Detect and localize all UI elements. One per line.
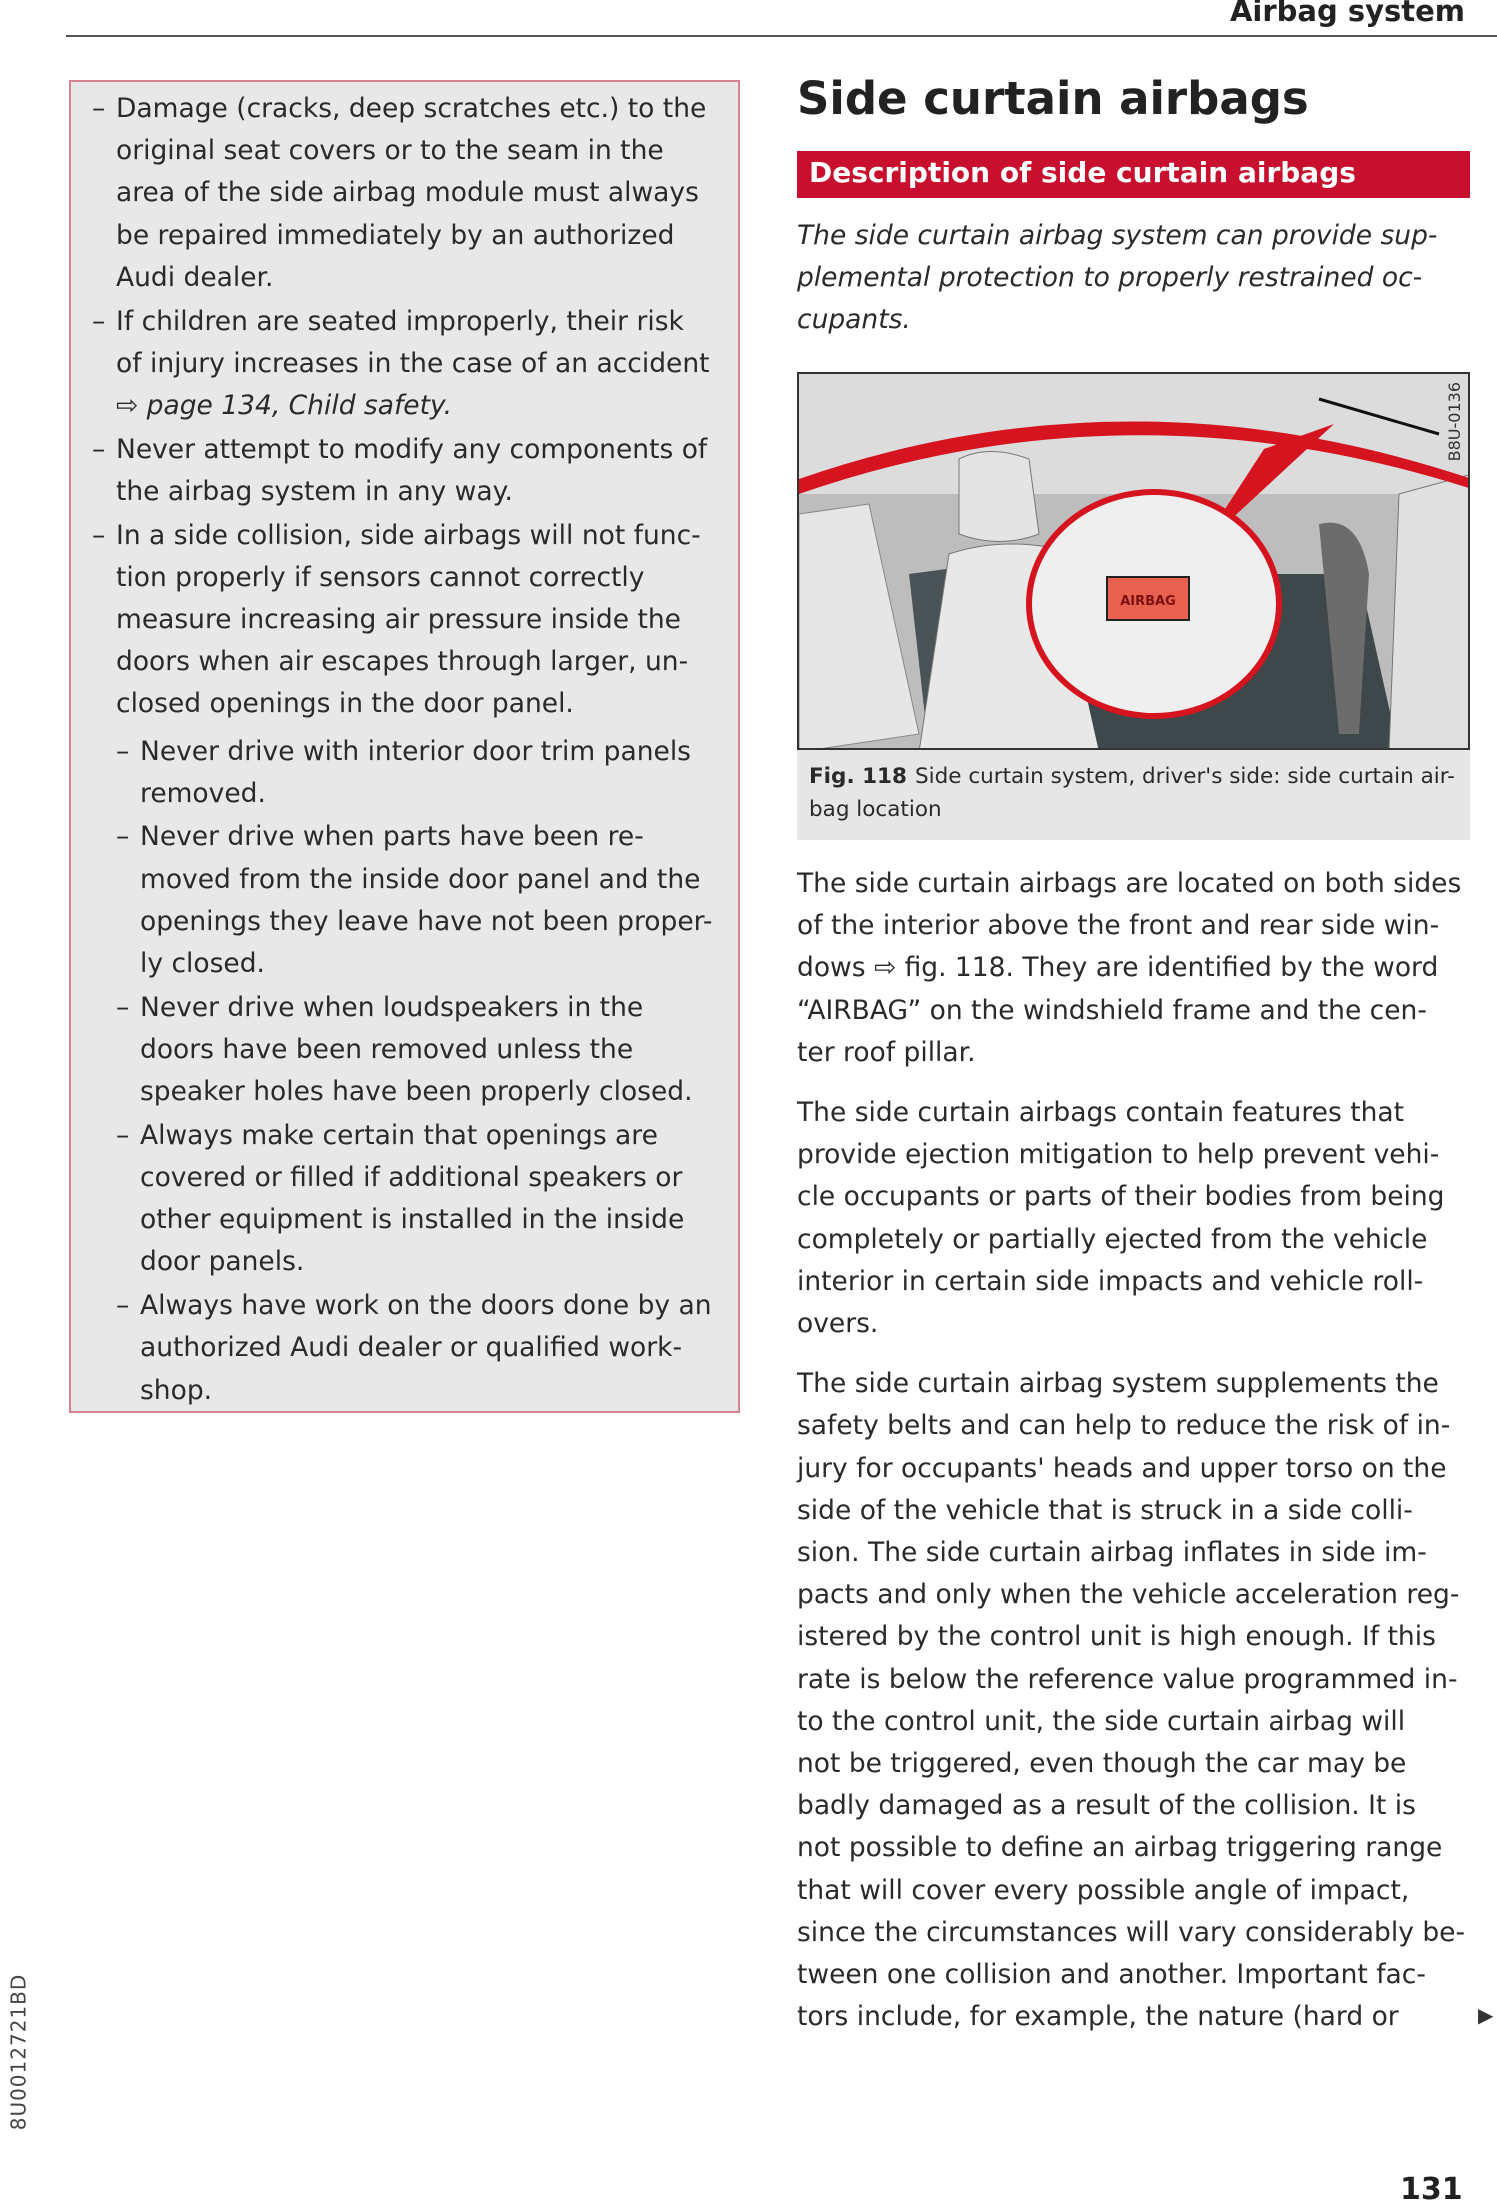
body-line: not be triggered, even though the car may be (797, 1748, 1407, 1780)
warning-line: In a side collision, side airbags will not func- (116, 519, 701, 551)
body-line: The side curtain airbags are located on both sides (797, 868, 1462, 899)
figure-image (797, 372, 1470, 750)
warning-line: covered or filled if additional speakers or (140, 1162, 683, 1194)
warning-line: original seat covers or to the seam in the (116, 135, 664, 167)
body-line: The side curtain airbag system supplements the (797, 1368, 1439, 1400)
warning-item (71, 987, 738, 1114)
warning-line: moved from the inside door panel and the (140, 863, 701, 895)
body-line: tween one collision and another. Important fac- (797, 1959, 1426, 1991)
caption-line: Side curtain system, driver's side: side curtain air- (914, 764, 1455, 789)
section-title: Airbag system (1229, 0, 1465, 28)
caption-line: bag location (809, 797, 942, 822)
document-code: 8U0012721BD (6, 1973, 31, 2131)
warning-list (71, 88, 738, 1413)
warning-line: If children are seated improperly, their risk (116, 305, 684, 337)
body-line: pacts and only when the vehicle acceleration reg- (797, 1579, 1460, 1611)
bullet-dash: – (116, 735, 130, 767)
warning-line: authorized Audi dealer or qualified work- (140, 1332, 683, 1364)
subheading-bar (797, 151, 1470, 198)
bullet-dash: – (92, 433, 106, 465)
body-line: badly damaged as a result of the collision. It is (797, 1790, 1416, 1822)
body-line: that will cover every possible angle of impact, (797, 1874, 1410, 1906)
body-line: of the interior above the front and rear side win- (797, 910, 1440, 942)
warning-line: tion properly if sensors cannot correctly (116, 561, 645, 593)
figure-label: Fig. 118 (809, 764, 907, 789)
warning-item (71, 1115, 738, 1284)
page-reference-link[interactable]: ⇨ page 134, Child safety. (116, 389, 453, 421)
warning-line: Audi dealer. (116, 261, 274, 293)
body-line: interior in certain side impacts and vehicle roll- (797, 1265, 1424, 1297)
warning-line: area of the side airbag module must always (116, 177, 699, 209)
warning-line: Never drive when parts have been re- (140, 821, 644, 853)
header-rule (66, 35, 1497, 37)
body-paragraph (797, 863, 1465, 1074)
body-line: cle occupants or parts of their bodies from being (797, 1181, 1445, 1213)
warning-line: doors have been removed unless the (140, 1033, 634, 1065)
warning-line: Always have work on the doors done by an (140, 1290, 712, 1322)
subheading: Description of side curtain airbags (809, 156, 1356, 189)
warning-line: of injury increases in the case of an accident (116, 347, 710, 379)
body-line: ter roof pillar. (797, 1036, 976, 1068)
bullet-dash: – (116, 1290, 130, 1322)
continue-arrow-icon: ▶ (1478, 2003, 1494, 2027)
warning-line: door panels. (140, 1246, 305, 1278)
body-line: “AIRBAG” on the windshield frame and the cen- (797, 994, 1427, 1026)
warning-item (71, 301, 738, 428)
warning-line: Never attempt to modify any components of (116, 433, 708, 465)
intro-line: The side curtain airbag system can provide sup- (797, 220, 1438, 251)
figure-code: B8U-0136 (1445, 382, 1464, 462)
warning-line: doors when air escapes through larger, un- (116, 646, 689, 678)
body-line: tors include, for example, the nature (hard or (797, 2001, 1399, 2033)
warning-line: measure increasing air pressure inside the (116, 603, 681, 635)
body-line: istered by the control unit is high enough. If this (797, 1621, 1436, 1653)
page-number: 131 (1400, 2172, 1463, 2207)
bullet-dash: – (92, 519, 106, 551)
figure-caption (797, 750, 1470, 840)
body-line: sion. The side curtain airbag inflates in side im- (797, 1537, 1427, 1569)
warning-item (71, 731, 738, 815)
warning-item (71, 88, 738, 299)
warning-line: Never drive with interior door trim panels (140, 735, 691, 767)
warning-line: other equipment is installed in the inside (140, 1204, 685, 1236)
airbag-label: AIRBAG (1120, 594, 1176, 609)
intro-text (797, 215, 1437, 342)
warning-item (71, 515, 738, 726)
bullet-dash: – (116, 821, 130, 853)
warning-line: speaker holes have been properly closed. (140, 1076, 693, 1108)
warning-item (71, 816, 738, 985)
warning-line: ly closed. (140, 948, 265, 980)
body-line: rate is below the reference value programmed in- (797, 1663, 1458, 1695)
bullet-dash: – (92, 93, 106, 124)
intro-line: plemental protection to properly restrained oc- (797, 262, 1423, 294)
warning-line: openings they leave have not been proper- (140, 905, 713, 937)
body-text (797, 863, 1465, 2056)
intro-line: cupants. (797, 304, 911, 336)
warning-item (71, 429, 738, 513)
warning-box (69, 80, 740, 1413)
body-line: to the control unit, the side curtain airbag will (797, 1705, 1406, 1737)
body-line: dows ⇨ fig. 118. They are identified by the word (797, 952, 1439, 984)
body-line: provide ejection mitigation to help prevent vehi- (797, 1139, 1440, 1171)
warning-line: Always make certain that openings are (140, 1119, 658, 1151)
warning-item (71, 1285, 738, 1412)
body-line: safety belts and can help to reduce the risk of in- (797, 1410, 1451, 1442)
car-interior-illustration (799, 374, 1470, 750)
body-line: overs. (797, 1308, 879, 1340)
warning-line: closed openings in the door panel. (116, 688, 574, 720)
body-paragraph (797, 1363, 1465, 2038)
page-title: Side curtain airbags (797, 72, 1309, 125)
body-paragraph (797, 1092, 1465, 1345)
bullet-dash: – (116, 1119, 130, 1151)
body-line: since the circumstances will vary considerably be- (797, 1916, 1466, 1948)
warning-line: Never drive when loudspeakers in the (140, 991, 644, 1023)
warning-line: the airbag system in any way. (116, 475, 513, 507)
bullet-dash: – (92, 305, 106, 337)
warning-line: shop. (140, 1374, 213, 1406)
warning-line: Damage (cracks, deep scratches etc.) to the (116, 93, 707, 124)
body-line: side of the vehicle that is struck in a side colli- (797, 1494, 1413, 1526)
body-line: The side curtain airbags contain features that (797, 1097, 1405, 1129)
warning-line: removed. (140, 777, 266, 809)
body-line: jury for occupants' heads and upper torso on the (797, 1452, 1447, 1484)
bullet-dash: – (116, 991, 130, 1023)
body-line: completely or partially ejected from the vehicle (797, 1223, 1428, 1255)
body-line: not possible to define an airbag triggering range (797, 1832, 1443, 1864)
warning-line: be repaired immediately by an authorized (116, 219, 675, 251)
